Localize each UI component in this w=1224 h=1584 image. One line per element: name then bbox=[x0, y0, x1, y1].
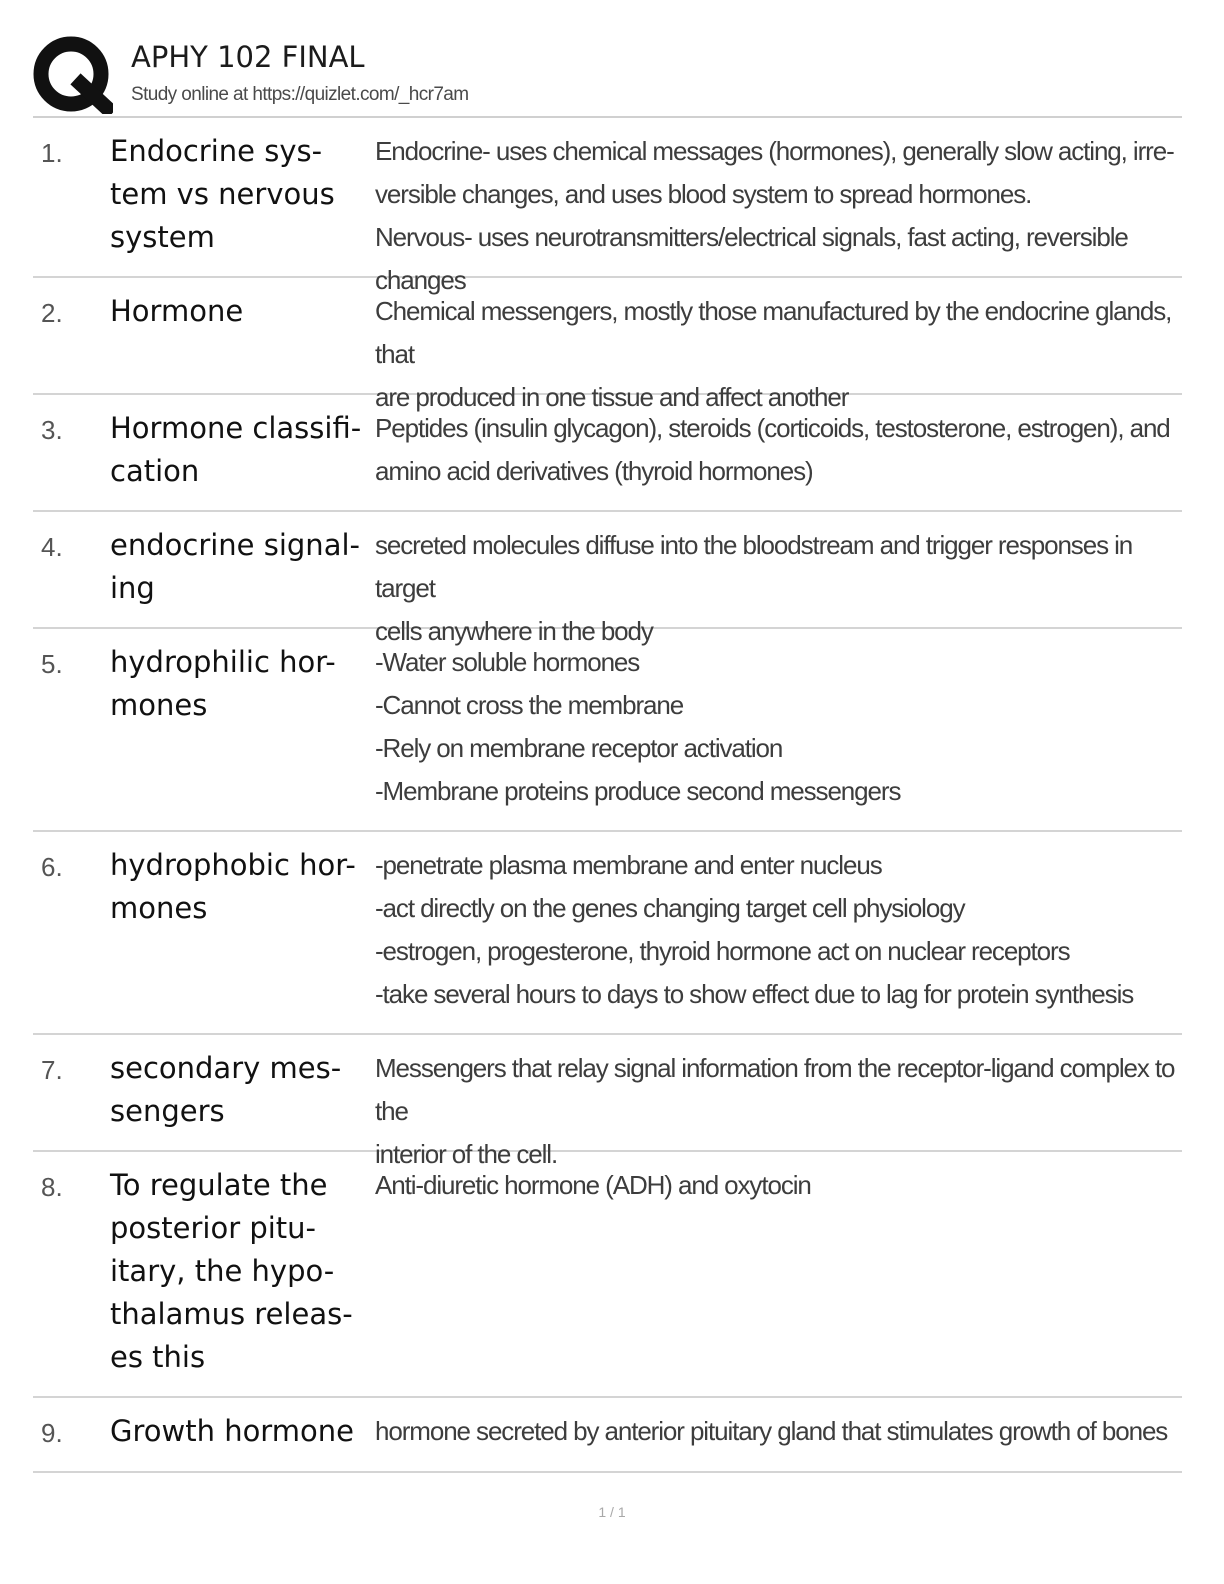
card-term: secondary mes- sengers bbox=[110, 1051, 342, 1128]
card-definition: Endocrine- uses chemical messages (hormones), generally slow acting, irre- versible changes, and uses blood system to spread hormones. Nervous- uses neurotransmitters/electrical signals, fast acting, reversible changes bbox=[375, 136, 1174, 295]
study-online-link-text: Study online at https://quizlet.com/_hcr7am bbox=[131, 84, 469, 105]
card-number: 9. bbox=[41, 1418, 63, 1448]
flashcard-row bbox=[33, 118, 1182, 295]
flashcard-row bbox=[33, 1398, 1182, 1473]
card-definition: secreted molecules diffuse into the bloodstream and trigger responses in target cells anywhere in the body bbox=[375, 530, 1133, 646]
card-definition: -penetrate plasma membrane and enter nucleus -act directly on the genes changing target cell physiology -estrogen, progesterone, thyroid hormone act on nuclear receptors -take several hours to days to show effect due to lag for protein synthesis bbox=[375, 850, 1134, 1009]
flashcard-list bbox=[33, 118, 1182, 1473]
flashcard-row bbox=[33, 832, 1182, 1035]
document-title: APHY 102 FINAL bbox=[131, 40, 365, 74]
flashcard-row bbox=[33, 1152, 1182, 1398]
card-number: 2. bbox=[41, 298, 63, 328]
card-number: 1. bbox=[41, 138, 63, 168]
card-number: 8. bbox=[41, 1172, 63, 1202]
card-number: 5. bbox=[41, 649, 63, 679]
card-term: endocrine signal- ing bbox=[110, 528, 360, 605]
card-number: 3. bbox=[41, 415, 63, 445]
page-number: 1 / 1 bbox=[598, 1504, 626, 1520]
card-term: Hormone classifi- cation bbox=[110, 411, 362, 488]
quizlet-q-logo-icon bbox=[33, 34, 113, 114]
card-term: Endocrine sys- tem vs nervous system bbox=[110, 134, 335, 254]
flashcard-row bbox=[33, 395, 1182, 512]
card-term: hydrophobic hor- mones bbox=[110, 848, 356, 925]
card-definition: hormone secreted by anterior pituitary gland that stimulates growth of bones bbox=[375, 1416, 1168, 1446]
card-definition: Messengers that relay signal information from the receptor-ligand complex to the interior of the cell. bbox=[375, 1053, 1175, 1169]
card-number: 7. bbox=[41, 1055, 63, 1085]
card-definition: -Water soluble hormones -Cannot cross the membrane -Rely on membrane receptor activation -Membrane proteins produce second messengers bbox=[375, 647, 901, 806]
card-definition: Peptides (insulin glycagon), steroids (corticoids, testosterone, estrogen), and amino acid derivatives (thyroid hormones) bbox=[375, 413, 1170, 486]
document-header bbox=[33, 34, 1183, 116]
card-number: 4. bbox=[41, 532, 63, 562]
card-definition: Anti-diuretic hormone (ADH) and oxytocin bbox=[375, 1170, 811, 1200]
card-term: hydrophilic hor- mones bbox=[110, 645, 336, 722]
card-term: Growth hormone bbox=[110, 1414, 354, 1448]
card-term: To regulate the posterior pitu- itary, the hypo- thalamus releas- es this bbox=[110, 1168, 353, 1374]
flashcard-row bbox=[33, 512, 1182, 646]
flashcard-row bbox=[33, 278, 1182, 412]
flashcard-row bbox=[33, 629, 1182, 832]
card-definition: Chemical messengers, mostly those manufactured by the endocrine glands, that are produced in one tissue and affect another bbox=[375, 296, 1172, 412]
card-number: 6. bbox=[41, 852, 63, 882]
flashcard-row bbox=[33, 1035, 1182, 1169]
card-term: Hormone bbox=[110, 294, 244, 328]
